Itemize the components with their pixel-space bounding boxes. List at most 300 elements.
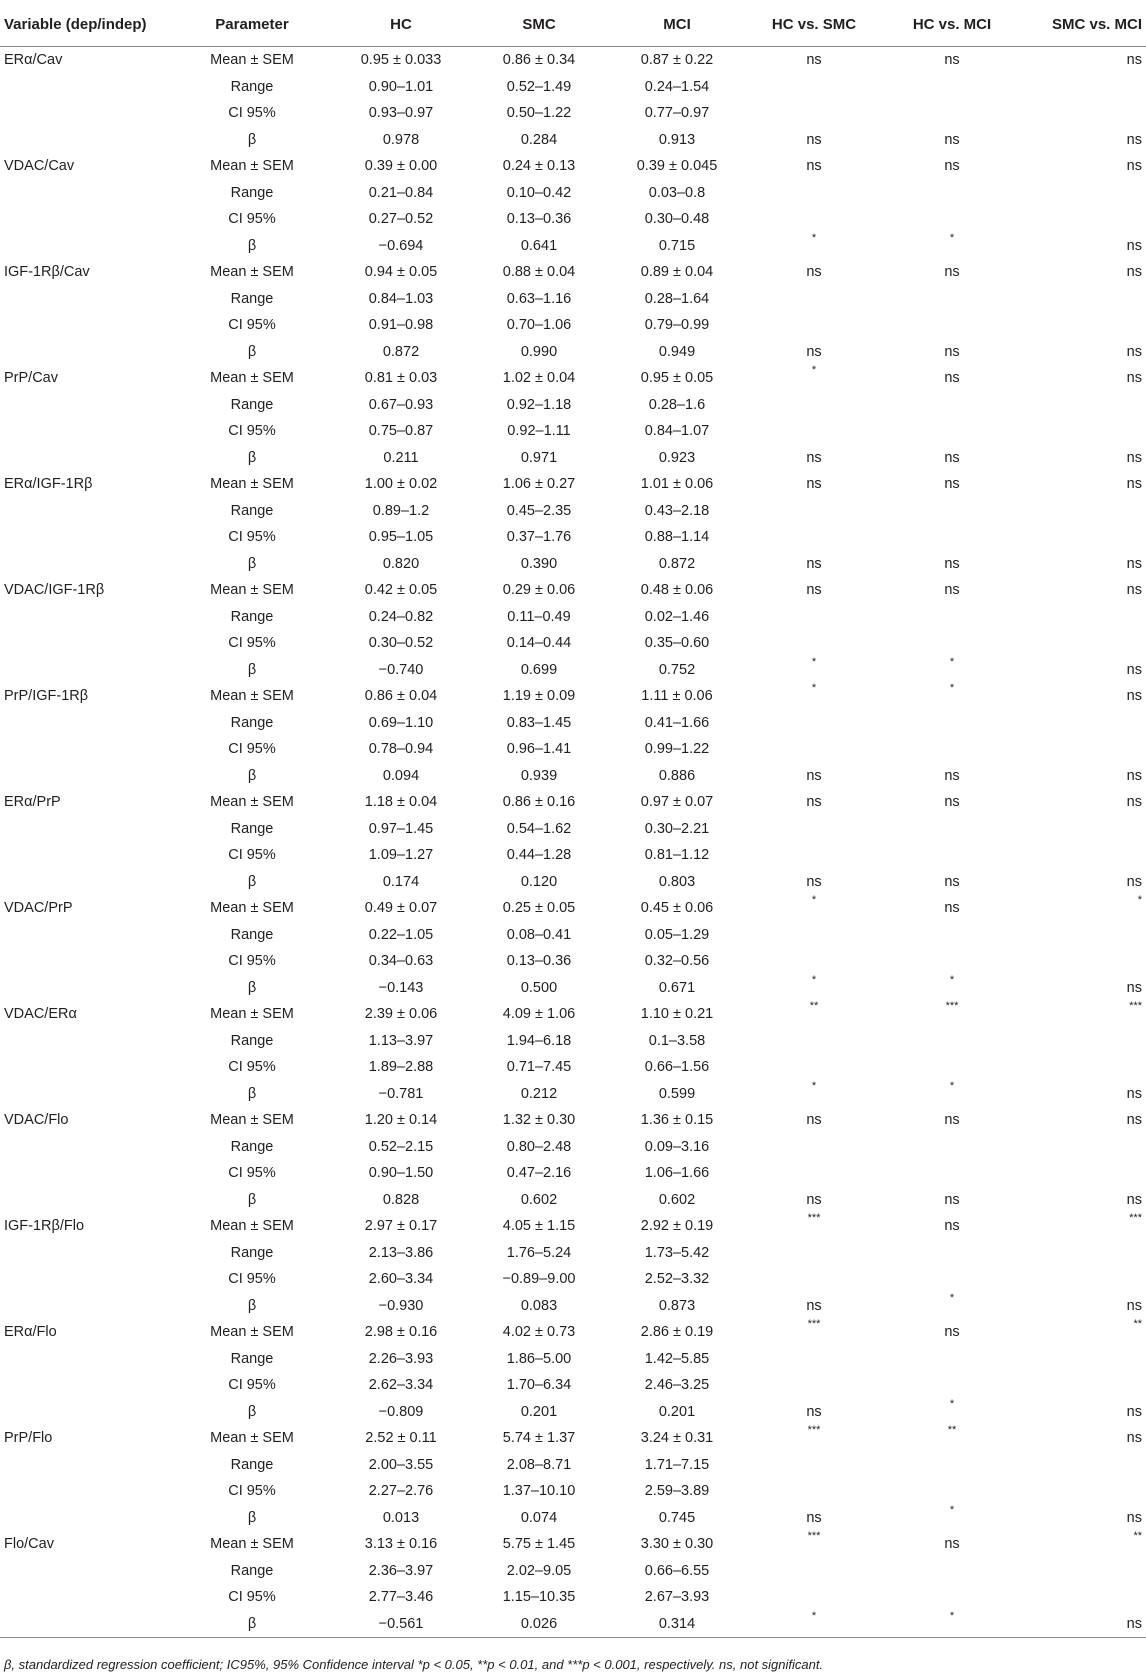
hc-value-cell: −0.143 xyxy=(378,979,424,996)
smc-vs-mci-cell: ns xyxy=(1126,794,1142,810)
mci-value-cell: 0.30–0.48 xyxy=(644,211,710,227)
variable-cell xyxy=(0,630,172,657)
parameter-cell: Range xyxy=(230,290,274,307)
mci-value-cell: 0.02–1.46 xyxy=(644,608,710,625)
hc-vs-mci-cell xyxy=(882,312,1022,339)
hc-vs-mci-cell xyxy=(882,1028,1022,1055)
hc-value-cell: 2.98 ± 0.16 xyxy=(364,1324,438,1340)
parameter-cell: CI 95% xyxy=(228,423,276,439)
table-row xyxy=(0,869,1146,896)
hc-value-cell: 0.24–0.82 xyxy=(368,608,434,625)
table-row xyxy=(0,1266,1146,1293)
table-body xyxy=(0,47,1146,1638)
parameter-cell: CI 95% xyxy=(228,1165,276,1181)
hc-vs-smc-cell: * xyxy=(811,1079,817,1092)
hc-value-cell: 0.013 xyxy=(382,1509,420,1526)
hc-vs-smc-cell xyxy=(746,524,882,551)
smc-vs-mci-cell: ns xyxy=(1126,449,1142,466)
table-row xyxy=(0,630,1146,657)
smc-value-cell: 0.71–7.45 xyxy=(506,1059,572,1075)
smc-vs-mci-cell: ns xyxy=(1126,1085,1142,1102)
smc-value-cell: 0.14–0.44 xyxy=(506,635,572,651)
parameter-cell: Range xyxy=(230,396,274,413)
table-row xyxy=(0,1611,1146,1638)
variable-cell xyxy=(0,842,172,869)
variable-cell xyxy=(0,1054,172,1081)
hc-vs-smc-cell: *** xyxy=(807,1530,821,1542)
hc-value-cell: 2.97 ± 0.17 xyxy=(364,1218,438,1234)
mci-value-cell: 0.89 ± 0.04 xyxy=(640,264,714,280)
smc-vs-mci-cell: ns xyxy=(1126,767,1142,784)
mci-value-cell: 0.87 ± 0.22 xyxy=(640,52,714,68)
smc-vs-mci-cell: ns xyxy=(1126,52,1142,68)
table-row xyxy=(0,365,1146,392)
smc-vs-mci-cell xyxy=(1022,816,1146,843)
hc-vs-mci-cell xyxy=(882,736,1022,763)
table-row xyxy=(0,206,1146,233)
hc-vs-smc-cell: ns xyxy=(806,1297,822,1314)
hc-vs-mci-cell xyxy=(882,1584,1022,1611)
header-hc: HC xyxy=(332,2,470,47)
hc-vs-smc-cell: ns xyxy=(806,794,822,810)
parameter-cell: β xyxy=(247,555,257,572)
variable-cell xyxy=(0,180,172,207)
smc-value-cell: 1.15–10.35 xyxy=(502,1589,576,1605)
parameter-cell: Mean ± SEM xyxy=(210,1324,294,1340)
smc-vs-mci-cell xyxy=(1022,206,1146,233)
hc-vs-mci-cell xyxy=(882,180,1022,207)
smc-value-cell: 0.63–1.16 xyxy=(506,290,572,307)
parameter-cell: CI 95% xyxy=(228,1589,276,1605)
mci-value-cell: 1.06–1.66 xyxy=(644,1165,710,1181)
variable-cell xyxy=(0,127,172,154)
parameter-cell: β xyxy=(247,237,257,254)
table-row xyxy=(0,1399,1146,1426)
smc-vs-mci-cell: *** xyxy=(1129,1000,1142,1012)
variable-cell xyxy=(0,1160,172,1187)
hc-value-cell: 0.97–1.45 xyxy=(368,820,434,837)
smc-value-cell: 0.92–1.11 xyxy=(507,423,571,439)
hc-value-cell: 0.27–0.52 xyxy=(368,211,434,227)
header-smc-vs-mci: SMC vs. MCI xyxy=(1022,2,1146,47)
hc-value-cell: −0.930 xyxy=(378,1297,424,1314)
hc-value-cell: 2.62–3.34 xyxy=(368,1377,434,1393)
variable-cell xyxy=(0,551,172,578)
hc-vs-mci-cell xyxy=(882,498,1022,525)
table-row xyxy=(0,975,1146,1002)
smc-vs-mci-cell xyxy=(1022,604,1146,631)
hc-value-cell: 1.13–3.97 xyxy=(368,1032,434,1049)
smc-value-cell: 0.24 ± 0.13 xyxy=(502,158,576,174)
parameter-cell: β xyxy=(247,449,257,466)
mci-value-cell: 0.602 xyxy=(658,1191,696,1208)
hc-value-cell: 0.174 xyxy=(382,873,420,890)
smc-vs-mci-cell xyxy=(1022,1558,1146,1585)
smc-value-cell: 1.37–10.10 xyxy=(502,1483,576,1499)
parameter-cell: CI 95% xyxy=(228,529,276,545)
parameter-cell: Mean ± SEM xyxy=(210,1536,294,1552)
variable-cell: PrP/Flo xyxy=(4,1430,53,1446)
smc-value-cell: 0.971 xyxy=(520,449,558,466)
smc-value-cell: 0.026 xyxy=(470,1611,608,1638)
smc-value-cell: 0.641 xyxy=(520,237,558,254)
parameter-cell: Mean ± SEM xyxy=(210,1218,294,1234)
parameter-cell: Mean ± SEM xyxy=(210,688,294,704)
hc-vs-mci-cell: ns xyxy=(944,343,960,360)
mci-value-cell: 2.59–3.89 xyxy=(644,1483,710,1499)
hc-vs-smc-cell: *** xyxy=(807,1424,821,1436)
table-row xyxy=(0,1505,1146,1532)
variable-cell: ERα/Flo xyxy=(4,1324,57,1340)
parameter-cell: β xyxy=(247,131,257,148)
hc-value-cell: 0.95–1.05 xyxy=(368,529,434,545)
smc-value-cell: 0.390 xyxy=(520,555,558,572)
mci-value-cell: 0.45 ± 0.06 xyxy=(640,900,714,916)
parameter-cell: Range xyxy=(230,714,274,731)
hc-vs-smc-cell: * xyxy=(811,894,817,906)
parameter-cell: CI 95% xyxy=(228,1059,276,1075)
hc-value-cell: 0.93–0.97 xyxy=(368,105,434,121)
smc-vs-mci-cell xyxy=(1022,1266,1146,1293)
table-row xyxy=(0,1558,1146,1585)
smc-vs-mci-cell: ns xyxy=(1126,264,1142,280)
parameter-cell: Range xyxy=(230,1562,274,1579)
hc-vs-mci-cell xyxy=(882,922,1022,949)
hc-vs-smc-cell xyxy=(746,736,882,763)
hc-vs-mci-cell: ns xyxy=(944,582,960,598)
smc-value-cell: 0.201 xyxy=(520,1403,558,1420)
variable-cell: PrP/Cav xyxy=(4,370,58,386)
hc-vs-mci-cell: ns xyxy=(944,767,960,784)
variable-cell xyxy=(0,1293,172,1320)
hc-vs-smc-cell: * xyxy=(811,973,817,986)
hc-value-cell: 0.21–0.84 xyxy=(368,184,434,201)
hc-value-cell: 0.94 ± 0.05 xyxy=(364,264,438,280)
variable-cell: ERα/Cav xyxy=(4,52,63,68)
hc-vs-smc-cell xyxy=(746,1478,882,1505)
hc-vs-mci-cell: * xyxy=(949,655,955,668)
hc-vs-smc-cell: * xyxy=(811,682,817,694)
hc-value-cell: 0.90–1.01 xyxy=(368,78,434,95)
hc-vs-smc-cell: ns xyxy=(806,873,822,890)
hc-vs-mci-cell: ns xyxy=(944,1536,960,1552)
smc-value-cell: 0.54–1.62 xyxy=(506,820,572,837)
smc-vs-mci-cell: ns xyxy=(1126,1430,1142,1446)
smc-vs-mci-cell xyxy=(1022,1134,1146,1161)
mci-value-cell: 0.88–1.14 xyxy=(644,529,710,545)
parameter-cell: Range xyxy=(230,1456,274,1473)
hc-vs-smc-cell xyxy=(746,180,882,207)
smc-vs-mci-cell xyxy=(1022,180,1146,207)
variable-cell: ERα/PrP xyxy=(4,794,61,810)
hc-value-cell: 2.60–3.34 xyxy=(368,1271,434,1287)
header-parameter: Parameter xyxy=(172,2,332,47)
hc-vs-mci-cell xyxy=(882,630,1022,657)
smc-vs-mci-cell xyxy=(1022,286,1146,313)
hc-value-cell: 1.00 ± 0.02 xyxy=(364,476,438,492)
hc-vs-smc-cell: ns xyxy=(806,1509,822,1526)
parameter-cell: Range xyxy=(230,1244,274,1261)
variable-cell xyxy=(0,922,172,949)
variable-cell xyxy=(0,1372,172,1399)
smc-vs-mci-cell: * xyxy=(1137,894,1142,906)
hc-vs-smc-cell xyxy=(746,816,882,843)
hc-vs-smc-cell: * xyxy=(811,655,817,668)
smc-value-cell: 5.75 ± 1.45 xyxy=(502,1536,576,1552)
variable-cell: VDAC/Flo xyxy=(4,1112,69,1128)
variable-cell xyxy=(0,233,172,260)
hc-vs-mci-cell xyxy=(882,948,1022,975)
parameter-cell: CI 95% xyxy=(228,1377,276,1393)
table-row xyxy=(0,100,1146,127)
header-row xyxy=(0,2,1146,47)
table-row xyxy=(0,524,1146,551)
hc-vs-smc-cell: *** xyxy=(807,1212,821,1224)
hc-vs-smc-cell xyxy=(746,1160,882,1187)
mci-value-cell: 0.28–1.64 xyxy=(644,290,710,307)
variable-cell: ERα/IGF-1Rβ xyxy=(4,476,93,492)
table-row xyxy=(0,471,1146,498)
hc-vs-smc-cell xyxy=(746,286,882,313)
table-row xyxy=(0,153,1146,180)
parameter-cell: Mean ± SEM xyxy=(210,264,294,280)
smc-vs-mci-cell xyxy=(1022,498,1146,525)
smc-value-cell: 0.13–0.36 xyxy=(506,211,572,227)
smc-value-cell: 0.120 xyxy=(520,873,558,890)
smc-vs-mci-cell: ns xyxy=(1126,1297,1142,1314)
variable-cell xyxy=(0,1240,172,1267)
mci-value-cell: 2.46–3.25 xyxy=(644,1377,710,1393)
table-row xyxy=(0,1319,1146,1346)
mci-value-cell: 0.30–2.21 xyxy=(644,820,710,837)
variable-cell xyxy=(0,339,172,366)
hc-vs-mci-cell: * xyxy=(949,1397,955,1410)
mci-value-cell: 0.923 xyxy=(658,449,696,466)
hc-value-cell: 0.820 xyxy=(382,555,420,572)
hc-vs-smc-cell xyxy=(746,1584,882,1611)
table-row xyxy=(0,604,1146,631)
smc-vs-mci-cell xyxy=(1022,710,1146,737)
parameter-cell: Mean ± SEM xyxy=(210,1006,294,1022)
mci-value-cell: 0.66–1.56 xyxy=(644,1059,710,1075)
hc-value-cell: −0.809 xyxy=(378,1403,424,1420)
hc-value-cell: 0.89–1.2 xyxy=(372,502,430,519)
smc-value-cell: 0.47–2.16 xyxy=(506,1165,572,1181)
table-row xyxy=(0,551,1146,578)
smc-value-cell: 2.08–8.71 xyxy=(506,1456,572,1473)
smc-value-cell: 1.70–6.34 xyxy=(506,1377,572,1393)
hc-value-cell: 0.22–1.05 xyxy=(368,926,434,943)
smc-vs-mci-cell xyxy=(1022,1372,1146,1399)
variable-cell xyxy=(0,206,172,233)
mci-value-cell: 0.97 ± 0.07 xyxy=(640,794,714,810)
hc-vs-smc-cell xyxy=(746,392,882,419)
parameter-cell: Range xyxy=(230,184,274,201)
smc-vs-mci-cell xyxy=(1022,922,1146,949)
table-row xyxy=(0,710,1146,737)
hc-vs-mci-cell: ns xyxy=(944,794,960,810)
parameter-cell: Range xyxy=(230,1138,274,1155)
smc-vs-mci-cell: ns xyxy=(1126,873,1142,890)
mci-value-cell: 3.30 ± 0.30 xyxy=(640,1536,714,1552)
hc-vs-smc-cell xyxy=(746,1452,882,1479)
smc-vs-mci-cell: ns xyxy=(1126,979,1142,996)
variable-cell xyxy=(0,1452,172,1479)
smc-value-cell: 0.44–1.28 xyxy=(506,847,572,863)
mci-value-cell: 2.92 ± 0.19 xyxy=(640,1218,714,1234)
mci-value-cell: 1.73–5.42 xyxy=(644,1244,710,1261)
hc-value-cell: 0.91–0.98 xyxy=(368,317,434,333)
table-row xyxy=(0,1081,1146,1108)
smc-vs-mci-cell: ns xyxy=(1126,476,1142,492)
hc-value-cell: 0.872 xyxy=(382,343,420,360)
table-row xyxy=(0,1054,1146,1081)
smc-value-cell: 4.09 ± 1.06 xyxy=(502,1006,576,1022)
smc-value-cell: 4.02 ± 0.73 xyxy=(502,1324,576,1340)
smc-vs-mci-cell: ns xyxy=(1126,661,1142,678)
table-row xyxy=(0,1134,1146,1161)
table-row xyxy=(0,1160,1146,1187)
variable-cell xyxy=(0,657,172,684)
hc-vs-mci-cell xyxy=(882,524,1022,551)
hc-vs-mci-cell xyxy=(882,74,1022,101)
smc-value-cell: 0.939 xyxy=(520,767,558,784)
hc-value-cell: 0.094 xyxy=(382,767,420,784)
hc-vs-smc-cell xyxy=(746,498,882,525)
hc-vs-smc-cell: ns xyxy=(806,52,822,68)
variable-cell: PrP/IGF-1Rβ xyxy=(4,688,89,704)
smc-value-cell: 0.13–0.36 xyxy=(506,953,572,969)
hc-vs-smc-cell xyxy=(746,74,882,101)
mci-value-cell: 0.48 ± 0.06 xyxy=(640,582,714,598)
hc-vs-smc-cell: * xyxy=(746,1611,882,1638)
smc-vs-mci-cell xyxy=(1022,736,1146,763)
hc-value-cell: 2.27–2.76 xyxy=(368,1483,434,1499)
variable-cell: VDAC/Cav xyxy=(4,158,75,174)
hc-vs-mci-cell xyxy=(882,392,1022,419)
mci-value-cell: 0.39 ± 0.045 xyxy=(636,158,718,174)
table-row xyxy=(0,392,1146,419)
smc-value-cell: 0.52–1.49 xyxy=(506,78,572,95)
parameter-cell: Range xyxy=(230,608,274,625)
table-row xyxy=(0,498,1146,525)
hc-vs-smc-cell xyxy=(746,1346,882,1373)
parameter-cell: Mean ± SEM xyxy=(210,476,294,492)
smc-value-cell: 5.74 ± 1.37 xyxy=(502,1430,576,1446)
table-row xyxy=(0,789,1146,816)
table-row xyxy=(0,577,1146,604)
mci-value-cell: 1.10 ± 0.21 xyxy=(640,1006,714,1022)
variable-cell: Flo/Cav xyxy=(4,1536,54,1552)
mci-value-cell: 0.314 xyxy=(608,1611,746,1638)
mci-value-cell: 0.745 xyxy=(658,1509,696,1526)
hc-vs-mci-cell xyxy=(882,1452,1022,1479)
smc-value-cell: 0.80–2.48 xyxy=(506,1138,572,1155)
hc-value-cell: 0.78–0.94 xyxy=(368,741,434,757)
smc-value-cell: 2.02–9.05 xyxy=(506,1562,572,1579)
smc-vs-mci-cell: ns xyxy=(1126,370,1142,386)
table-row xyxy=(0,127,1146,154)
hc-vs-smc-cell: ** xyxy=(809,1000,819,1012)
smc-value-cell: 0.88 ± 0.04 xyxy=(502,264,576,280)
smc-value-cell: 0.92–1.18 xyxy=(506,396,572,413)
variable-cell: IGF-1Rβ/Flo xyxy=(4,1218,85,1234)
smc-value-cell: 1.02 ± 0.04 xyxy=(502,370,576,386)
header-hc-vs-smc: HC vs. SMC xyxy=(746,2,882,47)
hc-vs-smc-cell xyxy=(746,1558,882,1585)
smc-vs-mci-cell: ns xyxy=(1022,1611,1146,1638)
parameter-cell: CI 95% xyxy=(228,741,276,757)
parameter-cell: Mean ± SEM xyxy=(210,1430,294,1446)
variable-cell: IGF-1Rβ/Cav xyxy=(4,264,90,280)
hc-vs-mci-cell xyxy=(882,1266,1022,1293)
mci-value-cell: 1.42–5.85 xyxy=(644,1350,710,1367)
smc-value-cell: 0.990 xyxy=(520,343,558,360)
variable-cell xyxy=(0,975,172,1002)
hc-value-cell: 0.52–2.15 xyxy=(368,1138,434,1155)
hc-vs-mci-cell: * xyxy=(949,682,955,694)
parameter-cell: CI 95% xyxy=(228,211,276,227)
hc-value-cell: 0.90–1.50 xyxy=(368,1165,434,1181)
hc-value-cell: 1.18 ± 0.04 xyxy=(364,794,438,810)
results-table xyxy=(0,2,1146,1638)
header-mci: MCI xyxy=(608,2,746,47)
table-row xyxy=(0,74,1146,101)
mci-value-cell: 2.52–3.32 xyxy=(644,1271,710,1287)
hc-vs-mci-cell xyxy=(882,206,1022,233)
hc-vs-smc-cell: ns xyxy=(806,449,822,466)
hc-value-cell: 0.42 ± 0.05 xyxy=(364,582,438,598)
smc-value-cell: 0.70–1.06 xyxy=(506,317,572,333)
hc-vs-mci-cell: ns xyxy=(944,1112,960,1128)
mci-value-cell: 0.03–0.8 xyxy=(648,184,706,201)
smc-value-cell: 1.06 ± 0.27 xyxy=(502,476,576,492)
hc-vs-smc-cell xyxy=(746,630,882,657)
hc-vs-mci-cell xyxy=(882,710,1022,737)
variable-cell xyxy=(0,1399,172,1426)
hc-vs-smc-cell: ns xyxy=(806,476,822,492)
smc-vs-mci-cell: ** xyxy=(1133,1318,1142,1330)
hc-vs-smc-cell xyxy=(746,1054,882,1081)
table-row xyxy=(0,1452,1146,1479)
table-row xyxy=(0,842,1146,869)
hc-vs-mci-cell xyxy=(882,1558,1022,1585)
hc-vs-smc-cell: *** xyxy=(807,1318,821,1330)
variable-cell xyxy=(0,869,172,896)
smc-value-cell: 4.05 ± 1.15 xyxy=(502,1218,576,1234)
parameter-cell: β xyxy=(172,1611,332,1638)
table-row xyxy=(0,1028,1146,1055)
smc-vs-mci-cell xyxy=(1022,392,1146,419)
parameter-cell: Mean ± SEM xyxy=(210,1112,294,1128)
smc-value-cell: 0.602 xyxy=(520,1191,558,1208)
smc-value-cell: 0.37–1.76 xyxy=(506,529,572,545)
variable-cell xyxy=(0,418,172,445)
hc-value-cell: 0.978 xyxy=(382,131,420,148)
hc-vs-smc-cell xyxy=(746,1134,882,1161)
table-row xyxy=(0,1478,1146,1505)
variable-cell xyxy=(0,710,172,737)
smc-value-cell: 1.32 ± 0.30 xyxy=(502,1112,576,1128)
hc-value-cell: 2.77–3.46 xyxy=(368,1589,434,1605)
parameter-cell: Mean ± SEM xyxy=(210,370,294,386)
smc-value-cell: −0.89–9.00 xyxy=(502,1271,576,1287)
smc-vs-mci-cell: ns xyxy=(1126,582,1142,598)
variable-cell xyxy=(0,312,172,339)
smc-value-cell: 0.212 xyxy=(520,1085,558,1102)
smc-vs-mci-cell: ns xyxy=(1126,1191,1142,1208)
parameter-cell: β xyxy=(247,1297,257,1314)
